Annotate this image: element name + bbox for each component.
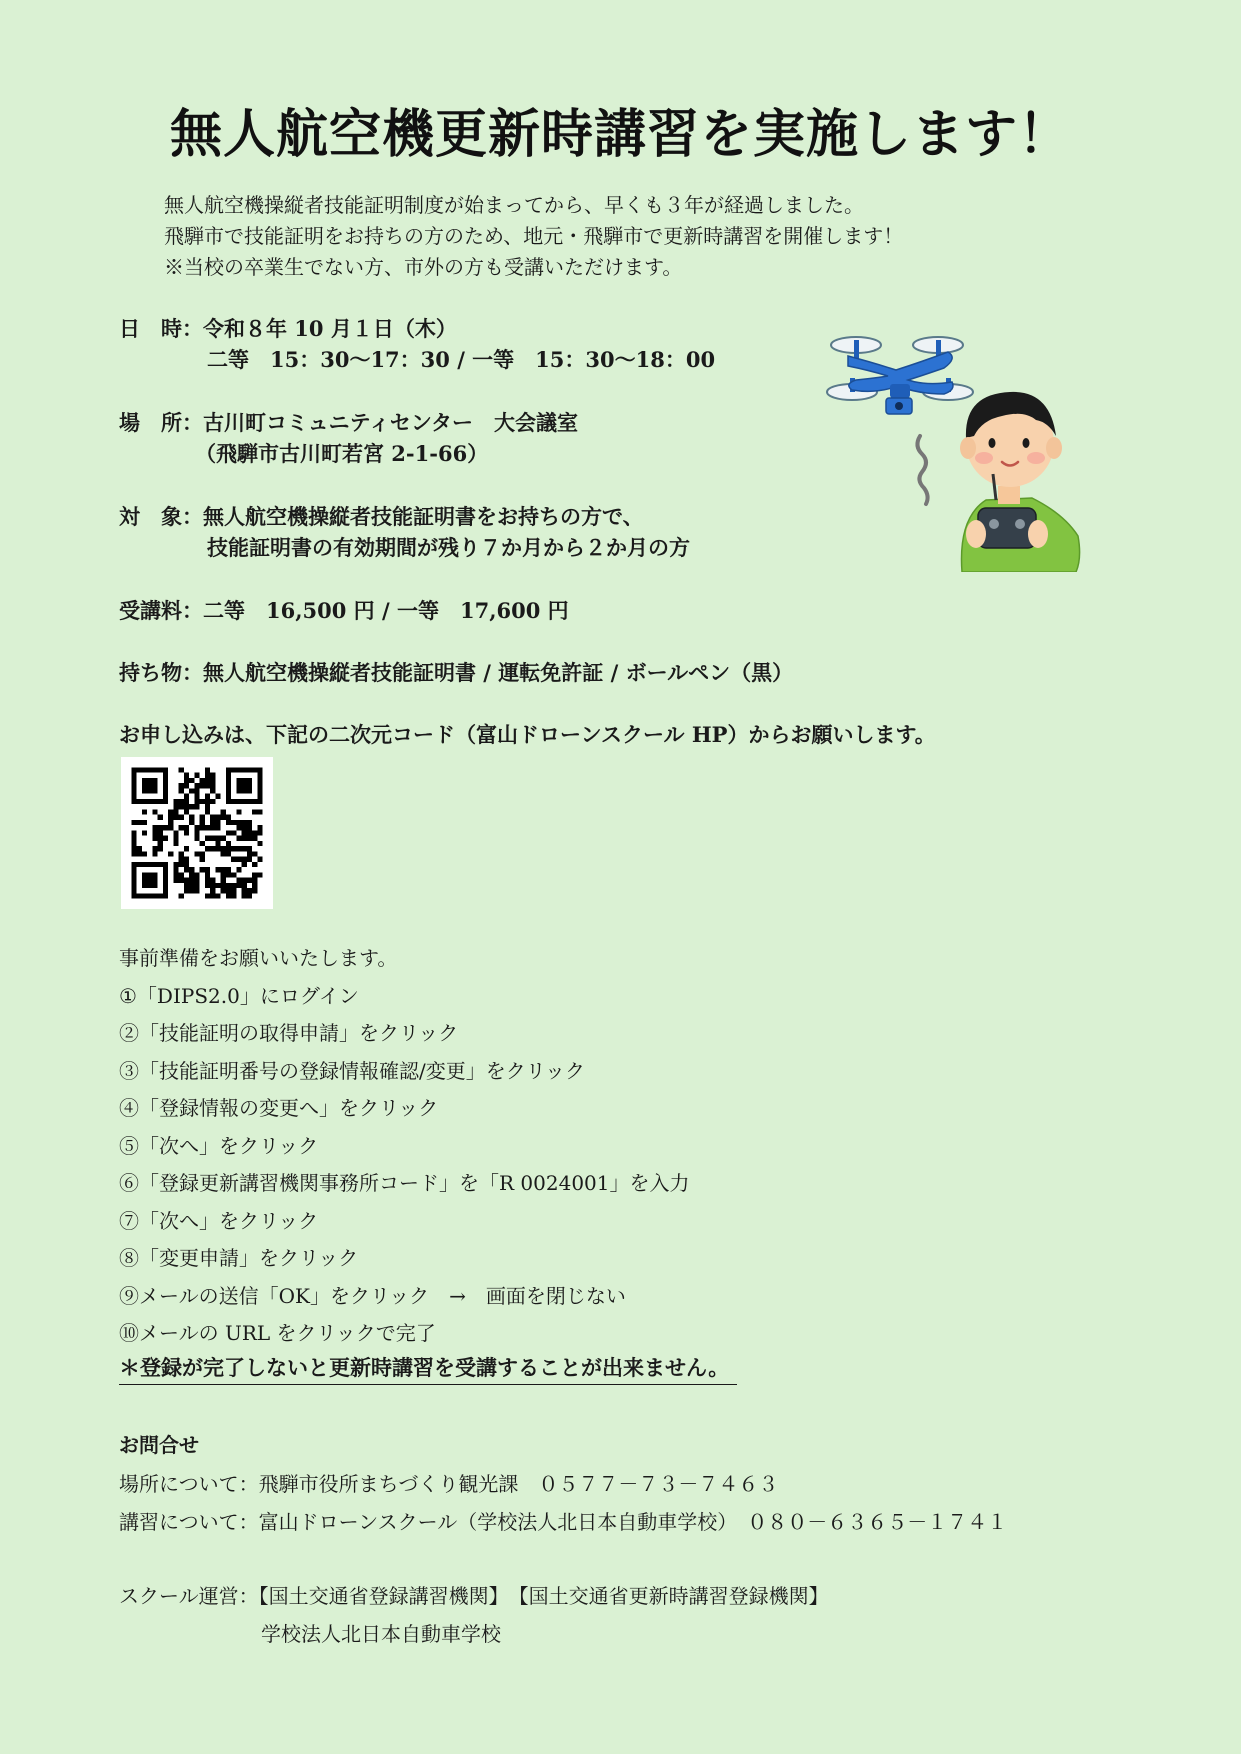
drone-icon [827, 337, 973, 414]
place-section [119, 407, 578, 469]
target-line1: 無人航空機操縦者技能証明書をお持ちの方で、 [203, 504, 644, 529]
qr-code[interactable] [121, 757, 273, 909]
steps-heading: 事前準備をお願いいたします。 [119, 946, 398, 970]
contact-heading: お問合せ [119, 1433, 199, 1457]
intro-line: 飛騨市で技能証明をお持ちの方のため、地元・飛騨市で更新時講習を開催します！ [164, 224, 904, 248]
page-title: 無人航空機更新時講習を実施します！ [169, 104, 1071, 165]
datetime-times: 二等 15：30～17：30 / 一等 15：30～18：00 [207, 347, 716, 372]
intro-line: 無人航空機操縦者技能証明制度が始まってから、早くも３年が経過しました。 [164, 193, 864, 217]
target-label: 対 象： [119, 504, 203, 529]
list-item: ⑦「次へ」をクリック [119, 1208, 319, 1233]
datetime-label: 日 時： [119, 316, 203, 341]
fee-label: 受講料： [119, 598, 203, 623]
list-item: ①「DIPS2.0」にログイン [119, 983, 359, 1008]
list-item: ②「技能証明の取得申請」をクリック [119, 1021, 459, 1045]
list-item: ⑨メールの送信「OK」をクリック → 画面を閉じない [119, 1283, 626, 1308]
list-item: ⑤「次へ」をクリック [119, 1133, 319, 1158]
drone-pilot-illustration [826, 328, 1082, 572]
contact-section [119, 1426, 1007, 1542]
list-item: ⑧「変更申請」をクリック [119, 1246, 359, 1270]
contact-course: 講習について：富山ドローンスクール（学校法人北日本自動車学校） ０８０－６３６５－１７４１ [119, 1510, 1008, 1534]
apply-text: お申し込みは、下記の二次元コード（富山ドローンスクール HP）からお願いします。 [119, 722, 936, 747]
school-name: 学校法人北日本自動車学校 [261, 1622, 501, 1646]
items-label: 持ち物： [119, 660, 203, 685]
fee-text: 二等 16,500 円 / 一等 17,600 円 [203, 598, 569, 623]
qr-code-image [121, 757, 273, 909]
contact-place: 場所について：飛騨市役所まちづくり観光課 ０５７７－７３－７４６３ [119, 1471, 779, 1496]
school-operator-line: スクール運営：【国土交通省登録講習機関】 【国土交通省更新時講習登録機関】 [119, 1584, 829, 1608]
list-item: ④「登録情報の変更へ」をクリック [119, 1096, 439, 1120]
registration-warning: ＊登録が完了しないと更新時講習を受講することが出来ません。 [119, 1352, 737, 1385]
person-icon [960, 392, 1080, 572]
items-section [119, 657, 793, 688]
list-item: ③「技能証明番号の登録情報確認/変更」をクリック [119, 1058, 585, 1083]
list-item: ⑥「登録更新講習機関事務所コード」を「R 0024001」を入力 [119, 1171, 690, 1195]
datetime-section [119, 313, 715, 375]
items-text: 無人航空機操縦者技能証明書 / 運転免許証 / ボールペン（黒） [203, 660, 794, 685]
list-item: ⑩メールの URL をクリックで完了 [119, 1321, 436, 1345]
place-address: （飛騨市古川町若宮 2-1-66） [195, 441, 489, 466]
target-line2: 技能証明書の有効期間が残り７か月から２か月の方 [207, 535, 690, 560]
place-name: 古川町コミュニティセンター 大会議室 [203, 410, 579, 435]
steps-list [119, 940, 690, 1353]
intro-line: ※当校の卒業生でない方、市外の方も受講いただけます。 [164, 255, 683, 279]
place-label: 場 所： [119, 410, 203, 435]
school-operator-section [119, 1577, 829, 1653]
intro-text [164, 190, 903, 283]
target-section [119, 501, 690, 563]
fee-section [119, 595, 569, 626]
datetime-date: 令和８年 10 月１日（木） [203, 316, 457, 341]
